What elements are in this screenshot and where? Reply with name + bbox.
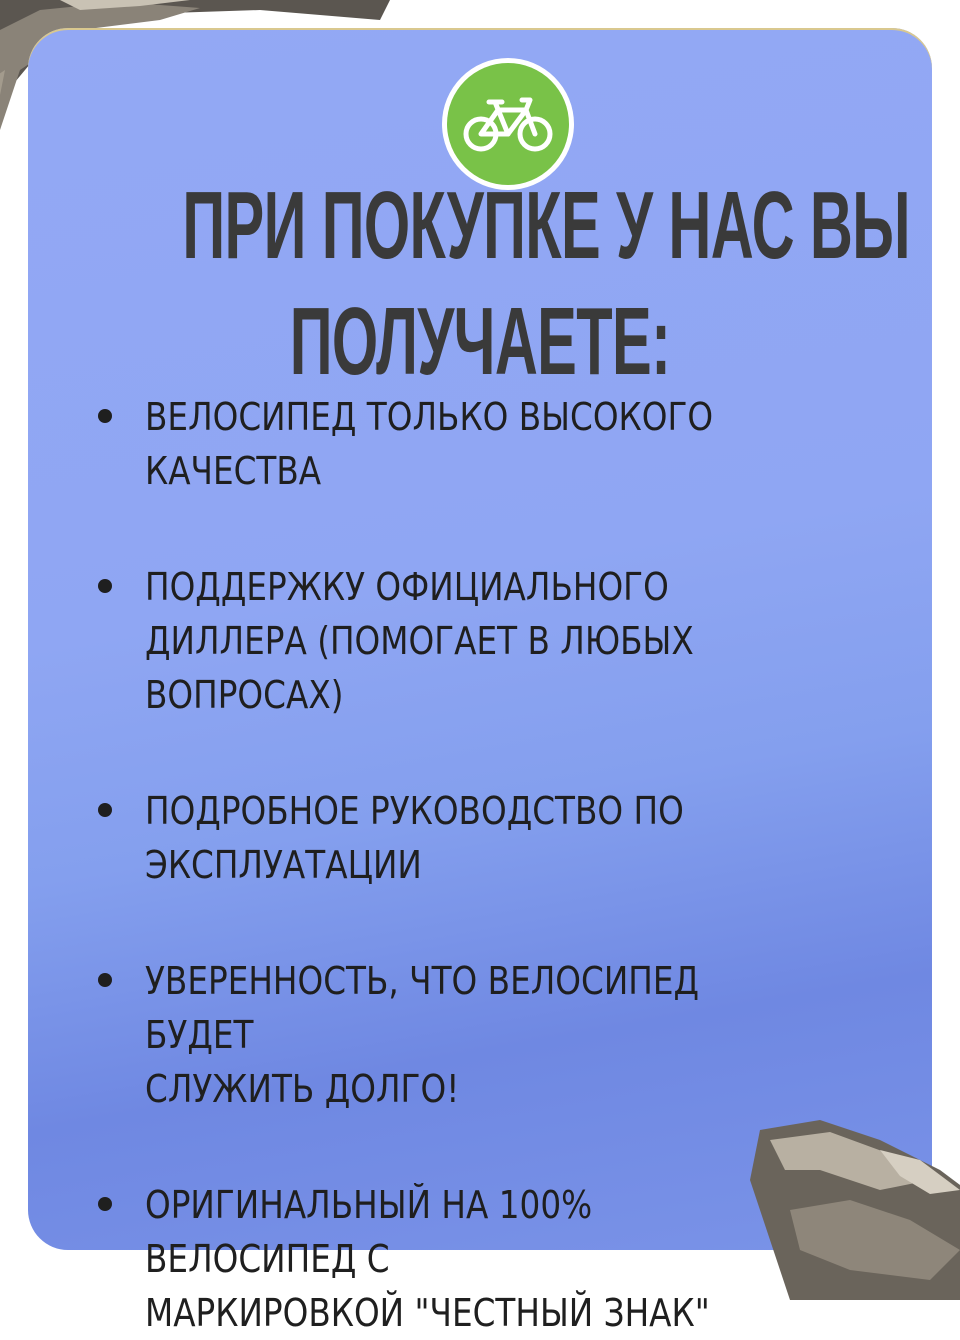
headline-line-2: ПОЛУЧАЕТЕ: <box>289 288 671 395</box>
bullet-icon <box>98 803 112 817</box>
list-item-text: ОРИГИНАЛЬНЫЙ НА 100% ВЕЛОСИПЕД С МАРКИРОВКОЙ "ЧЕСТНЫЙ ЗНАК" <box>145 1183 710 1335</box>
list-item-text: ПОДДЕРЖКУ ОФИЦИАЛЬНОГО ДИЛЛЕРА (ПОМОГАЕТ В ЛЮБЫХ ВОПРОСАХ) <box>145 565 694 717</box>
bullet-icon <box>98 579 112 593</box>
bullet-icon <box>98 1197 112 1211</box>
list-item-text: ВЕЛОСИПЕД ТОЛЬКО ВЫСОКОГО КАЧЕСТВА <box>145 395 714 493</box>
list-item <box>95 560 895 722</box>
logo-circle <box>447 63 569 185</box>
list-item-text: УВЕРЕННОСТЬ, ЧТО ВЕЛОСИПЕД БУДЕТ СЛУЖИТЬ ДОЛГО! <box>145 959 700 1111</box>
bullet-icon <box>98 973 112 987</box>
headline <box>182 168 910 400</box>
rock-decoration-bottom <box>730 1110 960 1300</box>
bullet-icon <box>98 409 112 423</box>
headline-line-1: ПРИ ПОКУПКЕ У НАС ВЫ <box>182 172 910 279</box>
list-item <box>95 390 895 498</box>
list-item <box>95 784 895 892</box>
bicycle-icon <box>462 94 554 154</box>
list-item <box>95 954 895 1116</box>
list-item-text: ПОДРОБНОЕ РУКОВОДСТВО ПО ЭКСПЛУАТАЦИИ <box>145 789 684 887</box>
